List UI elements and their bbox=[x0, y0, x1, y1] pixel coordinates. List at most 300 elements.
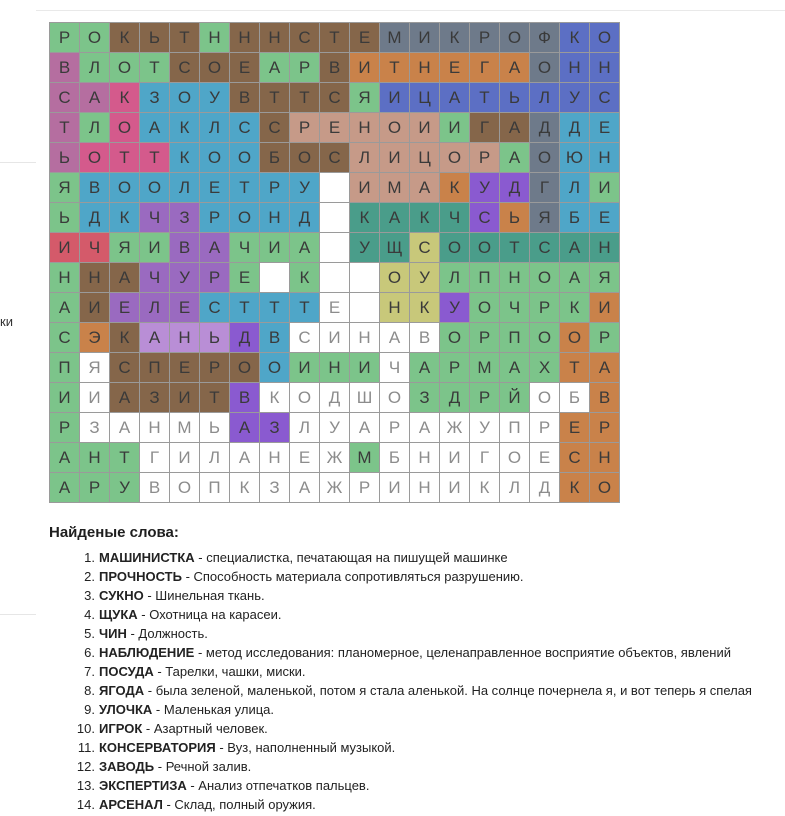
grid-cell[interactable]: Л bbox=[440, 263, 470, 293]
grid-cell[interactable]: Т bbox=[140, 143, 170, 173]
grid-cell[interactable]: Х bbox=[530, 353, 560, 383]
grid-cell[interactable]: Н bbox=[260, 203, 290, 233]
grid-cell[interactable]: С bbox=[230, 113, 260, 143]
grid-cell[interactable]: Д bbox=[500, 173, 530, 203]
grid-cell[interactable]: К bbox=[110, 323, 140, 353]
grid-cell[interactable]: К bbox=[350, 203, 380, 233]
grid-cell[interactable]: З bbox=[140, 83, 170, 113]
grid-cell[interactable]: У bbox=[290, 173, 320, 203]
grid-cell[interactable]: О bbox=[80, 143, 110, 173]
grid-cell[interactable]: А bbox=[50, 473, 80, 503]
grid-cell[interactable]: Й bbox=[500, 383, 530, 413]
grid-cell[interactable]: Р bbox=[590, 323, 620, 353]
grid-cell[interactable]: И bbox=[320, 323, 350, 353]
grid-cell[interactable]: К bbox=[260, 383, 290, 413]
grid-cell[interactable]: Р bbox=[200, 203, 230, 233]
grid-cell[interactable]: А bbox=[290, 233, 320, 263]
grid-cell[interactable]: З bbox=[410, 383, 440, 413]
grid-cell[interactable]: Л bbox=[350, 143, 380, 173]
grid-cell[interactable]: Т bbox=[230, 173, 260, 203]
grid-cell[interactable]: Р bbox=[200, 263, 230, 293]
grid-cell[interactable]: Г bbox=[470, 113, 500, 143]
grid-cell[interactable]: К bbox=[440, 23, 470, 53]
grid-cell[interactable]: И bbox=[440, 113, 470, 143]
grid-cell[interactable]: Е bbox=[200, 173, 230, 203]
grid-cell[interactable]: Т bbox=[260, 83, 290, 113]
grid-cell[interactable]: Н bbox=[590, 443, 620, 473]
grid-cell[interactable]: Р bbox=[590, 413, 620, 443]
grid-cell[interactable]: Н bbox=[80, 263, 110, 293]
grid-cell[interactable]: В bbox=[170, 233, 200, 263]
grid-cell[interactable]: Л bbox=[200, 443, 230, 473]
grid-cell[interactable]: Б bbox=[380, 443, 410, 473]
grid-cell[interactable]: Ц bbox=[410, 143, 440, 173]
grid-cell[interactable]: У bbox=[560, 83, 590, 113]
grid-cell[interactable]: О bbox=[110, 113, 140, 143]
grid-cell[interactable]: Н bbox=[260, 443, 290, 473]
grid-cell[interactable]: К bbox=[110, 203, 140, 233]
grid-cell[interactable]: Р bbox=[50, 413, 80, 443]
grid-cell[interactable]: Н bbox=[320, 353, 350, 383]
grid-cell[interactable]: В bbox=[590, 383, 620, 413]
grid-cell[interactable]: К bbox=[410, 293, 440, 323]
grid-cell[interactable]: О bbox=[440, 323, 470, 353]
grid-cell[interactable]: О bbox=[530, 323, 560, 353]
grid-cell[interactable]: Н bbox=[590, 53, 620, 83]
grid-cell[interactable]: А bbox=[500, 113, 530, 143]
grid-cell[interactable]: Н bbox=[410, 473, 440, 503]
grid-cell[interactable]: Е bbox=[170, 293, 200, 323]
grid-cell[interactable]: Л bbox=[170, 173, 200, 203]
grid-cell[interactable]: И bbox=[380, 83, 410, 113]
grid-cell[interactable]: И bbox=[350, 173, 380, 203]
grid-cell[interactable]: З bbox=[140, 383, 170, 413]
grid-cell[interactable]: О bbox=[140, 173, 170, 203]
grid-cell[interactable]: С bbox=[50, 83, 80, 113]
grid-cell[interactable]: А bbox=[80, 83, 110, 113]
grid-cell[interactable]: С bbox=[410, 233, 440, 263]
grid-cell[interactable]: Г bbox=[470, 53, 500, 83]
grid-cell[interactable]: Д bbox=[530, 473, 560, 503]
grid-cell[interactable]: К bbox=[560, 473, 590, 503]
grid-cell[interactable]: Н bbox=[200, 23, 230, 53]
grid-cell[interactable]: О bbox=[80, 23, 110, 53]
grid-cell[interactable] bbox=[260, 263, 290, 293]
grid-cell[interactable]: Р bbox=[80, 473, 110, 503]
grid-cell[interactable]: Н bbox=[500, 263, 530, 293]
grid-cell[interactable]: К bbox=[410, 203, 440, 233]
grid-cell[interactable]: А bbox=[380, 323, 410, 353]
grid-cell[interactable]: Н bbox=[230, 23, 260, 53]
grid-cell[interactable]: Т bbox=[170, 23, 200, 53]
grid-cell[interactable]: Н bbox=[590, 233, 620, 263]
grid-cell[interactable]: О bbox=[560, 323, 590, 353]
grid-cell[interactable]: Н bbox=[350, 113, 380, 143]
grid-cell[interactable]: Я bbox=[50, 173, 80, 203]
grid-cell[interactable]: А bbox=[110, 413, 140, 443]
grid-cell[interactable]: И bbox=[80, 293, 110, 323]
grid-cell[interactable]: К bbox=[560, 23, 590, 53]
grid-cell[interactable]: С bbox=[260, 113, 290, 143]
grid-cell[interactable]: В bbox=[410, 323, 440, 353]
grid-cell[interactable]: О bbox=[500, 443, 530, 473]
grid-cell[interactable]: И bbox=[410, 113, 440, 143]
grid-cell[interactable]: Б bbox=[260, 143, 290, 173]
grid-cell[interactable]: Т bbox=[290, 83, 320, 113]
grid-cell[interactable]: Н bbox=[350, 323, 380, 353]
grid-cell[interactable]: Ь bbox=[50, 143, 80, 173]
grid-cell[interactable]: Р bbox=[50, 23, 80, 53]
grid-cell[interactable]: Р bbox=[530, 293, 560, 323]
grid-cell[interactable]: Е bbox=[320, 113, 350, 143]
grid-cell[interactable]: А bbox=[140, 323, 170, 353]
grid-cell[interactable]: Н bbox=[170, 323, 200, 353]
grid-cell[interactable]: И bbox=[590, 293, 620, 323]
grid-cell[interactable]: С bbox=[170, 53, 200, 83]
grid-cell[interactable]: О bbox=[200, 143, 230, 173]
grid-cell[interactable]: А bbox=[500, 143, 530, 173]
grid-cell[interactable]: С bbox=[110, 353, 140, 383]
grid-cell[interactable]: Р bbox=[470, 143, 500, 173]
grid-cell[interactable]: Ь bbox=[200, 323, 230, 353]
grid-cell[interactable]: Г bbox=[530, 173, 560, 203]
grid-cell[interactable]: З bbox=[80, 413, 110, 443]
grid-cell[interactable]: Т bbox=[110, 443, 140, 473]
grid-cell[interactable]: И bbox=[380, 143, 410, 173]
grid-cell[interactable]: Ь bbox=[50, 203, 80, 233]
grid-cell[interactable]: И bbox=[140, 233, 170, 263]
grid-cell[interactable]: П bbox=[470, 263, 500, 293]
grid-cell[interactable]: С bbox=[50, 323, 80, 353]
grid-cell[interactable]: И bbox=[290, 353, 320, 383]
grid-cell[interactable]: Я bbox=[350, 83, 380, 113]
grid-cell[interactable]: Ч bbox=[230, 233, 260, 263]
grid-cell[interactable]: Т bbox=[380, 53, 410, 83]
grid-cell[interactable]: О bbox=[380, 113, 410, 143]
grid-cell[interactable]: А bbox=[260, 53, 290, 83]
grid-cell[interactable]: У bbox=[200, 83, 230, 113]
grid-cell[interactable]: Е bbox=[590, 113, 620, 143]
grid-cell[interactable]: О bbox=[500, 23, 530, 53]
grid-cell[interactable]: Е bbox=[230, 53, 260, 83]
grid-cell[interactable]: О bbox=[380, 383, 410, 413]
grid-cell[interactable]: З bbox=[260, 413, 290, 443]
grid-cell[interactable]: Л bbox=[290, 413, 320, 443]
grid-cell[interactable]: В bbox=[320, 53, 350, 83]
grid-cell[interactable]: В bbox=[230, 83, 260, 113]
grid-cell[interactable]: Т bbox=[290, 293, 320, 323]
grid-cell[interactable] bbox=[350, 293, 380, 323]
grid-cell[interactable]: П bbox=[200, 473, 230, 503]
grid-cell[interactable]: Ж bbox=[320, 473, 350, 503]
grid-cell[interactable]: Н bbox=[410, 53, 440, 83]
grid-cell[interactable]: В bbox=[50, 53, 80, 83]
grid-cell[interactable]: Ю bbox=[560, 143, 590, 173]
grid-cell[interactable]: Г bbox=[140, 443, 170, 473]
grid-cell[interactable]: К bbox=[440, 173, 470, 203]
grid-cell[interactable]: Т bbox=[110, 143, 140, 173]
grid-cell[interactable]: А bbox=[440, 83, 470, 113]
grid-cell[interactable]: С bbox=[290, 323, 320, 353]
grid-cell[interactable]: Е bbox=[230, 263, 260, 293]
grid-cell[interactable]: К bbox=[470, 473, 500, 503]
grid-cell[interactable]: А bbox=[410, 353, 440, 383]
grid-cell[interactable]: Н bbox=[260, 23, 290, 53]
grid-cell[interactable]: Е bbox=[320, 293, 350, 323]
grid-cell[interactable]: Ч bbox=[380, 353, 410, 383]
grid-cell[interactable]: С bbox=[470, 203, 500, 233]
grid-cell[interactable]: О bbox=[440, 233, 470, 263]
grid-cell[interactable]: О bbox=[290, 383, 320, 413]
grid-cell[interactable]: С bbox=[530, 233, 560, 263]
grid-cell[interactable]: А bbox=[380, 203, 410, 233]
grid-cell[interactable]: К bbox=[110, 23, 140, 53]
grid-cell[interactable]: Ш bbox=[350, 383, 380, 413]
grid-cell[interactable]: О bbox=[530, 263, 560, 293]
grid-cell[interactable]: Т bbox=[260, 293, 290, 323]
grid-cell[interactable]: И bbox=[170, 443, 200, 473]
grid-cell[interactable]: И bbox=[50, 233, 80, 263]
grid-cell[interactable]: Р bbox=[440, 353, 470, 383]
grid-cell[interactable]: И bbox=[50, 383, 80, 413]
grid-cell[interactable]: Е bbox=[440, 53, 470, 83]
grid-cell[interactable]: А bbox=[140, 113, 170, 143]
grid-cell[interactable]: Т bbox=[200, 383, 230, 413]
grid-cell[interactable]: Р bbox=[350, 473, 380, 503]
grid-cell[interactable]: А bbox=[200, 233, 230, 263]
grid-cell[interactable]: Л bbox=[560, 173, 590, 203]
grid-cell[interactable]: М bbox=[470, 353, 500, 383]
grid-cell[interactable]: А bbox=[230, 443, 260, 473]
grid-cell[interactable]: О bbox=[530, 143, 560, 173]
grid-cell[interactable]: Т bbox=[470, 83, 500, 113]
grid-cell[interactable]: Ф bbox=[530, 23, 560, 53]
grid-cell[interactable]: И bbox=[410, 23, 440, 53]
grid-cell[interactable]: О bbox=[200, 53, 230, 83]
grid-cell[interactable]: З bbox=[170, 203, 200, 233]
grid-cell[interactable]: Щ bbox=[380, 233, 410, 263]
grid-cell[interactable]: В bbox=[230, 383, 260, 413]
grid-cell[interactable]: К bbox=[290, 263, 320, 293]
grid-cell[interactable]: Л bbox=[140, 293, 170, 323]
grid-cell[interactable]: Э bbox=[80, 323, 110, 353]
grid-cell[interactable]: Б bbox=[560, 203, 590, 233]
grid-cell[interactable]: У bbox=[320, 413, 350, 443]
grid-cell[interactable]: Ь bbox=[140, 23, 170, 53]
grid-cell[interactable]: И bbox=[260, 233, 290, 263]
grid-cell[interactable]: Г bbox=[470, 443, 500, 473]
grid-cell[interactable]: О bbox=[260, 353, 290, 383]
grid-cell[interactable]: У bbox=[410, 263, 440, 293]
grid-cell[interactable]: В bbox=[260, 323, 290, 353]
grid-cell[interactable]: М bbox=[380, 173, 410, 203]
grid-cell[interactable]: Л bbox=[200, 113, 230, 143]
grid-cell[interactable]: П bbox=[500, 413, 530, 443]
grid-cell[interactable]: Е bbox=[590, 203, 620, 233]
grid-cell[interactable]: А bbox=[410, 173, 440, 203]
grid-cell[interactable]: У bbox=[170, 263, 200, 293]
grid-cell[interactable]: С bbox=[200, 293, 230, 323]
grid-cell[interactable]: Б bbox=[560, 383, 590, 413]
grid-cell[interactable]: Е bbox=[530, 443, 560, 473]
grid-cell[interactable]: О bbox=[590, 473, 620, 503]
grid-cell[interactable]: О bbox=[380, 263, 410, 293]
grid-cell[interactable]: Н bbox=[50, 263, 80, 293]
grid-cell[interactable]: А bbox=[110, 263, 140, 293]
grid-cell[interactable] bbox=[320, 173, 350, 203]
grid-cell[interactable]: Т bbox=[50, 113, 80, 143]
grid-cell[interactable]: Д bbox=[560, 113, 590, 143]
grid-cell[interactable]: И bbox=[80, 383, 110, 413]
grid-cell[interactable]: О bbox=[230, 353, 260, 383]
grid-cell[interactable]: А bbox=[230, 413, 260, 443]
grid-cell[interactable]: И bbox=[350, 353, 380, 383]
grid-cell[interactable]: О bbox=[230, 203, 260, 233]
grid-cell[interactable]: Ч bbox=[80, 233, 110, 263]
grid-cell[interactable]: П bbox=[500, 323, 530, 353]
grid-cell[interactable]: П bbox=[140, 353, 170, 383]
grid-cell[interactable] bbox=[350, 263, 380, 293]
grid-cell[interactable]: К bbox=[170, 143, 200, 173]
grid-cell[interactable]: Ж bbox=[440, 413, 470, 443]
grid-cell[interactable]: Н bbox=[590, 143, 620, 173]
grid-cell[interactable]: Д bbox=[320, 383, 350, 413]
grid-cell[interactable]: М bbox=[350, 443, 380, 473]
grid-cell[interactable]: С bbox=[590, 83, 620, 113]
grid-cell[interactable]: Д bbox=[80, 203, 110, 233]
grid-cell[interactable]: Т bbox=[320, 23, 350, 53]
grid-cell[interactable]: Я bbox=[530, 203, 560, 233]
grid-cell[interactable]: Ч bbox=[140, 263, 170, 293]
grid-cell[interactable]: Р bbox=[470, 323, 500, 353]
grid-cell[interactable] bbox=[320, 263, 350, 293]
grid-cell[interactable]: Ь bbox=[500, 203, 530, 233]
grid-cell[interactable]: Ч bbox=[140, 203, 170, 233]
grid-cell[interactable]: О bbox=[470, 233, 500, 263]
grid-cell[interactable]: И bbox=[350, 53, 380, 83]
grid-cell[interactable]: А bbox=[590, 353, 620, 383]
grid-cell[interactable]: О bbox=[170, 473, 200, 503]
grid-cell[interactable]: А bbox=[560, 263, 590, 293]
grid-cell[interactable]: Е bbox=[290, 443, 320, 473]
grid-cell[interactable]: Е bbox=[170, 353, 200, 383]
grid-cell[interactable]: Д bbox=[230, 323, 260, 353]
grid-cell[interactable]: О bbox=[110, 173, 140, 203]
grid-cell[interactable]: А bbox=[500, 353, 530, 383]
grid-cell[interactable]: К bbox=[110, 83, 140, 113]
grid-cell[interactable]: Л bbox=[530, 83, 560, 113]
grid-cell[interactable]: А bbox=[50, 443, 80, 473]
grid-cell[interactable]: А bbox=[110, 383, 140, 413]
grid-cell[interactable]: К bbox=[560, 293, 590, 323]
grid-cell[interactable]: А bbox=[50, 293, 80, 323]
grid-cell[interactable]: П bbox=[50, 353, 80, 383]
grid-cell[interactable]: И bbox=[440, 443, 470, 473]
grid-cell[interactable]: О bbox=[290, 143, 320, 173]
grid-cell[interactable]: Р bbox=[530, 413, 560, 443]
grid-cell[interactable]: Д bbox=[440, 383, 470, 413]
grid-cell[interactable]: Т bbox=[140, 53, 170, 83]
grid-cell[interactable]: Е bbox=[110, 293, 140, 323]
grid-cell[interactable]: М bbox=[170, 413, 200, 443]
grid-cell[interactable]: О bbox=[170, 83, 200, 113]
grid-cell[interactable]: Е bbox=[560, 413, 590, 443]
grid-cell[interactable]: Д bbox=[530, 113, 560, 143]
grid-cell[interactable]: О bbox=[590, 23, 620, 53]
grid-cell[interactable]: Я bbox=[110, 233, 140, 263]
grid-cell[interactable]: И bbox=[590, 173, 620, 203]
grid-cell[interactable]: Н bbox=[410, 443, 440, 473]
grid-cell[interactable]: К bbox=[230, 473, 260, 503]
grid-cell[interactable]: И bbox=[440, 473, 470, 503]
grid-cell[interactable]: М bbox=[380, 23, 410, 53]
grid-cell[interactable]: А bbox=[290, 473, 320, 503]
grid-cell[interactable]: О bbox=[230, 143, 260, 173]
grid-cell[interactable]: С bbox=[320, 83, 350, 113]
grid-cell[interactable]: С bbox=[320, 143, 350, 173]
grid-cell[interactable]: Т bbox=[500, 233, 530, 263]
grid-cell[interactable]: Ц bbox=[410, 83, 440, 113]
grid-cell[interactable]: А bbox=[350, 413, 380, 443]
grid-cell[interactable]: Н bbox=[380, 293, 410, 323]
grid-cell[interactable]: Д bbox=[290, 203, 320, 233]
grid-cell[interactable]: У bbox=[110, 473, 140, 503]
grid-cell[interactable]: О bbox=[440, 143, 470, 173]
grid-cell[interactable]: Я bbox=[590, 263, 620, 293]
grid-cell[interactable]: Ч bbox=[500, 293, 530, 323]
grid-cell[interactable]: Н bbox=[80, 443, 110, 473]
grid-cell[interactable]: Р bbox=[290, 113, 320, 143]
grid-cell[interactable]: Т bbox=[560, 353, 590, 383]
grid-cell[interactable]: Т bbox=[230, 293, 260, 323]
grid-cell[interactable]: У bbox=[440, 293, 470, 323]
grid-cell[interactable] bbox=[320, 233, 350, 263]
grid-cell[interactable]: У bbox=[350, 233, 380, 263]
grid-cell[interactable]: Ь bbox=[500, 83, 530, 113]
grid-cell[interactable]: О bbox=[110, 53, 140, 83]
grid-cell[interactable]: А bbox=[500, 53, 530, 83]
grid-cell[interactable]: Н bbox=[140, 413, 170, 443]
grid-cell[interactable]: Р bbox=[290, 53, 320, 83]
grid-cell[interactable]: Я bbox=[80, 353, 110, 383]
grid-cell[interactable]: Л bbox=[80, 113, 110, 143]
grid-cell[interactable]: Ь bbox=[200, 413, 230, 443]
grid-cell[interactable]: И bbox=[380, 473, 410, 503]
grid-cell[interactable]: Р bbox=[260, 173, 290, 203]
grid-cell[interactable]: Л bbox=[500, 473, 530, 503]
grid-cell[interactable]: У bbox=[470, 173, 500, 203]
grid-cell[interactable]: З bbox=[260, 473, 290, 503]
grid-cell[interactable]: В bbox=[80, 173, 110, 203]
grid-cell[interactable]: К bbox=[170, 113, 200, 143]
grid-cell[interactable]: О bbox=[530, 53, 560, 83]
grid-cell[interactable]: А bbox=[410, 413, 440, 443]
grid-cell[interactable]: У bbox=[470, 413, 500, 443]
grid-cell[interactable]: Р bbox=[470, 383, 500, 413]
grid-cell[interactable]: А bbox=[560, 233, 590, 263]
grid-cell[interactable] bbox=[320, 203, 350, 233]
grid-cell[interactable]: И bbox=[170, 383, 200, 413]
grid-cell[interactable]: Р bbox=[470, 23, 500, 53]
grid-cell[interactable]: О bbox=[470, 293, 500, 323]
grid-cell[interactable]: В bbox=[140, 473, 170, 503]
grid-cell[interactable]: Н bbox=[560, 53, 590, 83]
grid-cell[interactable]: О bbox=[530, 383, 560, 413]
grid-cell[interactable]: Ч bbox=[440, 203, 470, 233]
grid-cell[interactable]: С bbox=[560, 443, 590, 473]
grid-cell[interactable]: Л bbox=[80, 53, 110, 83]
grid-cell[interactable]: Ж bbox=[320, 443, 350, 473]
